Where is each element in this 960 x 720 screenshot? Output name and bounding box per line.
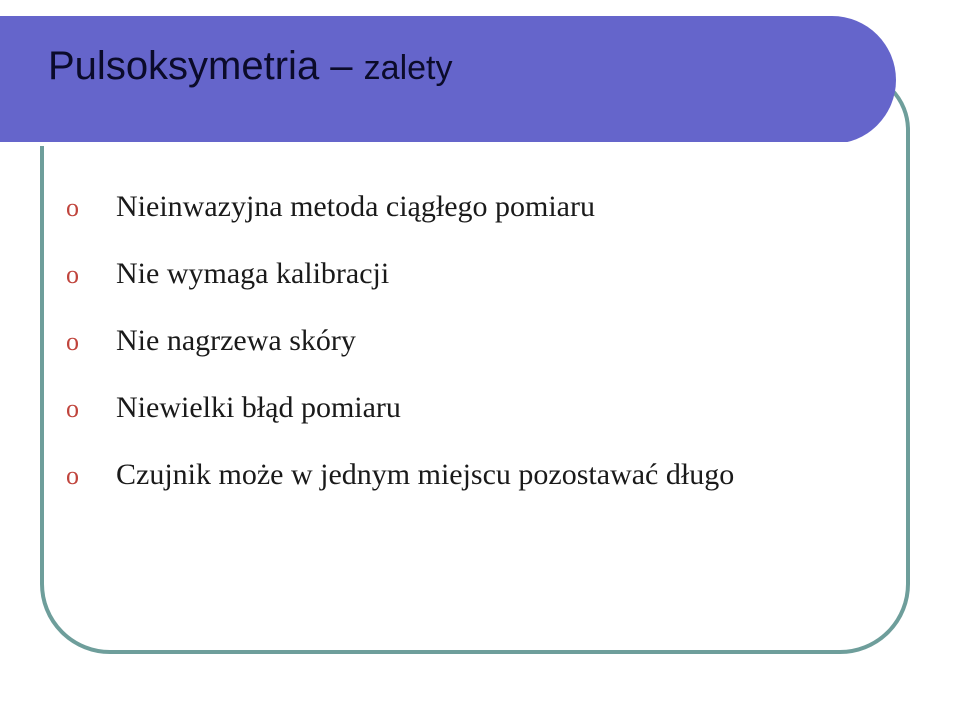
list-item	[66, 257, 734, 324]
bullet-marker: o	[66, 394, 79, 423]
bullet-marker: o	[66, 260, 79, 289]
slide-title-sub: zalety	[363, 49, 453, 87]
list-item	[66, 190, 734, 257]
slide-title	[48, 46, 453, 86]
title-underline	[0, 142, 848, 146]
bullet-text: Nie nagrzewa skóry	[116, 324, 356, 357]
bullet-marker: o	[66, 327, 79, 356]
bullet-marker: o	[66, 193, 79, 222]
list-item	[66, 391, 734, 458]
bullet-text: Niewielki błąd pomiaru	[116, 391, 401, 424]
bullet-list	[66, 190, 734, 525]
bullet-text: Nie wymaga kalibracji	[116, 257, 390, 290]
bullet-marker: o	[66, 461, 79, 490]
bullet-text: Nieinwazyjna metoda ciągłego pomiaru	[116, 190, 595, 223]
bullet-text: Czujnik może w jednym miejscu pozostawać długo	[116, 458, 735, 491]
list-item	[66, 458, 734, 525]
list-item	[66, 324, 734, 391]
slide-title-main: Pulsoksymetria –	[48, 44, 364, 88]
